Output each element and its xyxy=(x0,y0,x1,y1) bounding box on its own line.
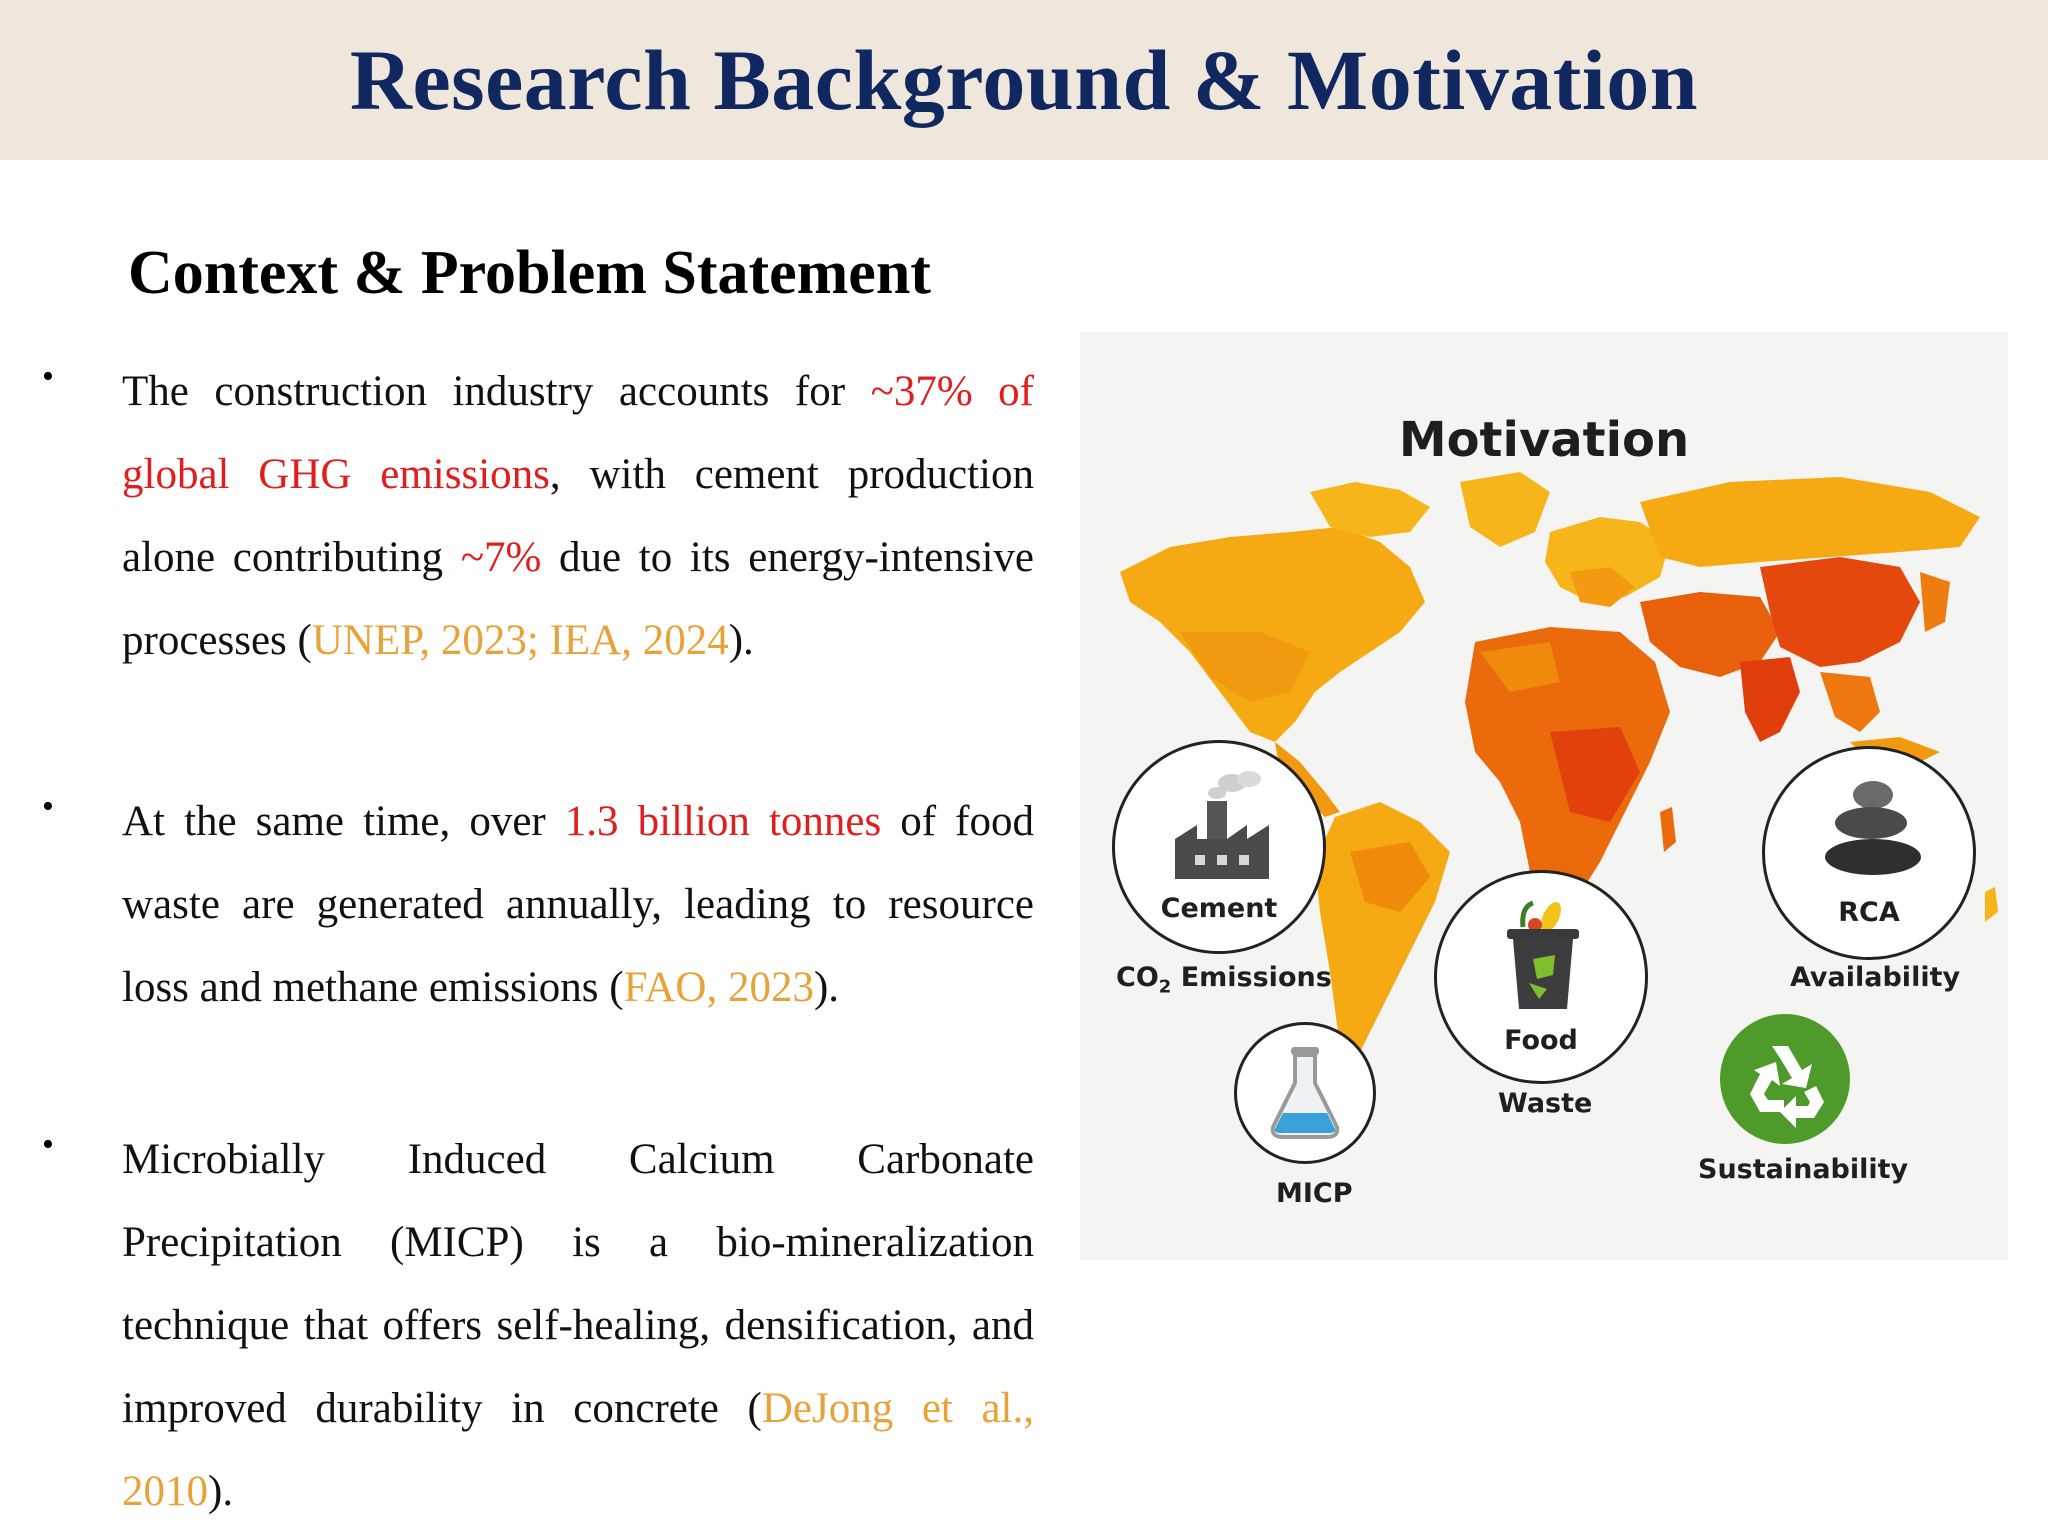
bullet-text xyxy=(122,350,1034,682)
highlight-text: ~7% xyxy=(460,534,542,581)
citation-text: DeJong et al., 2010 xyxy=(122,1385,1034,1515)
title-banner xyxy=(0,0,2048,160)
highlight-text: ~37% of global GHG emissions xyxy=(122,368,1034,498)
rca-label: RCA xyxy=(1838,897,1900,928)
bullet-text xyxy=(122,1118,1034,1533)
waste-label: Waste xyxy=(1498,1088,1593,1119)
body-text: Microbially Induced Calcium Carbonate Precipitation (MICP) is a bio-mineralization technique that offers self-healing, densification, and improved durability in concrete ( xyxy=(122,1136,1034,1432)
body-text: , with cement production alone contributing xyxy=(122,451,1034,581)
bullet-dot: • xyxy=(42,1126,54,1163)
food-label: Food xyxy=(1504,1025,1578,1056)
micp-circle xyxy=(1234,1022,1376,1164)
page-title: Research Background & Motivation xyxy=(349,32,1699,128)
flask-icon xyxy=(1265,1043,1345,1143)
factory-icon xyxy=(1167,769,1277,889)
section-heading: Context & Problem Statement xyxy=(128,239,931,307)
body-text: ). xyxy=(728,617,754,664)
body-text: At the same time, over xyxy=(122,798,565,845)
cement-label: Cement xyxy=(1160,893,1278,924)
stones-icon xyxy=(1811,775,1931,895)
micp-label: MICP xyxy=(1276,1178,1353,1209)
citation-text: UNEP, 2023; IEA, 2024 xyxy=(311,617,729,664)
food-bin-icon xyxy=(1493,899,1593,1019)
availability-label: Availability xyxy=(1790,962,1961,993)
highlight-text: 1.3 billion tonnes xyxy=(564,798,882,845)
motivation-figure xyxy=(1080,332,2008,1260)
citation-text: FAO, 2023 xyxy=(623,964,814,1011)
body-text: The construction industry accounts for xyxy=(122,368,871,415)
co2-emissions-label: $CO_2$ Emissions xyxy=(1116,962,1332,998)
body-text: ). xyxy=(813,964,840,1011)
rca-circle xyxy=(1762,746,1976,960)
body-text: of food waste are generated annually, leading to resource loss and methane emissions ( xyxy=(122,798,1035,1011)
recycle-icon xyxy=(1720,1014,1850,1144)
body-text: due to its energy-intensive processes ( xyxy=(122,534,1035,664)
food-waste-circle xyxy=(1434,870,1648,1084)
body-text: ). xyxy=(208,1468,234,1515)
bullet-text xyxy=(122,780,1034,1029)
sustainability-label: Sustainability xyxy=(1698,1154,1909,1185)
figure-title: Motivation xyxy=(1398,412,1690,468)
bullet-dot: • xyxy=(42,788,54,825)
bullet-dot: • xyxy=(42,358,54,395)
cement-circle xyxy=(1112,740,1326,954)
